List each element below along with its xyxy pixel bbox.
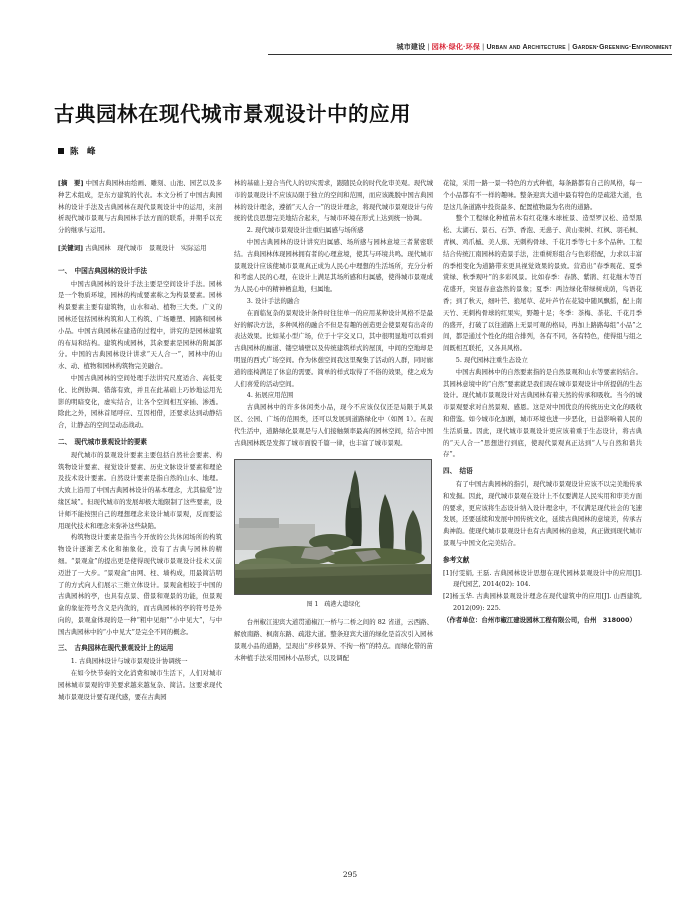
paragraph: 有了中国古典园林的指引，现代城市景观设计应该不以完美地传承和发掘。因此，现代城市景观在设计上不仅要满足人民实用和审美方面的要求，更应该将生态设计纳入设计理念中，不仅满足现代社会的飞速发展，还要延续和发展中国传统文化，延续古典园林的意境美，传承古典神韵。使现代城市景观设计也有古典园林的意境，真正做到现代城市景观与中国文化完美结合。 (443, 479, 642, 547)
abstract (58, 178, 222, 237)
keywords-text: 古典园林 现代城市 景观设计 实际运用 (85, 243, 207, 252)
figure-1-photo (234, 459, 432, 595)
paragraph: 整个工程绿化种植苗木有红花继木球桩景、造型罗汉松、造型黑松、太湖石、景石、石笋、香泡、无患子、黄山栾树、红枫、羽毛枫、青枫、鸡爪槭、美人蕉、无刺构骨球、千花月季等七十多个品种。工程结合传统江南园林的造景手法，注重树形组合与色彩搭配，力求以丰富的季相变化为道路带来更具视觉效果的景致。营造出“春季观花、夏季赏绿、秋季观叶”的多彩风景。比如春季：春鹃、紫鹃、红花继木等百花盛开，突显春意盎然的景象；夏季：两边绿化带绿树成荫，鸟语花香；到了秋天，细叶芒、狼尾草、花叶芦竹在花镜中随风飘摇，配上南天竹、无刺构骨球的红果实，野趣十足；冬季：茶梅、茶花、千花月季的盛开，打破了以往道路上无景可观的格局，再加上路路每组“小品”之间，都是通过个性化的组合排列，各有不同，各有特色，使得组与组之间既相互联托，又各具风格。 (443, 214, 642, 353)
paragraph: 构筑物设计要素是指当今开放的公共休闲场所的构筑物设计逐渐艺术化和抽象化，没有了古典与园林的精细。“景观盒”的提出更是使得现代城市景观设计技术又前迈进了一大步。“景观盒”由网、柱、墙构成，用最简洁明了的方式向人们展示三维立体设计。景观盒相较于中国的古典园林的亭，也具有点景、借景和观景的功能，但景观盒的象征符号含义是内敛的，而古典园林的亭的符号是外向的，景观盒体现的是一种“粗中见细”“小中见大”，与中国古典园林中的“小中见大”是完全不同的概念。 (58, 533, 222, 636)
subsection-heading: 2. 现代城市景观设计注重归属感与场所感 (246, 226, 364, 235)
section-heading-1: 一、 中国古典园林的设计手法 (58, 266, 148, 275)
reference-item: [2]杨玉华. 古典园林景观设计理念在现代建筑中的应用[J]. 山西建筑, 2012(09): 225. (443, 592, 642, 612)
column-2 (234, 178, 433, 664)
road-greening-photo (235, 460, 431, 594)
subsection-heading: 1. 古典园林设计与城市景观设计协调统一 (70, 657, 188, 666)
paragraph: 中国古典园林的设计讲究归属感、场所感与园林意境三者紧密联结。古典园林体现园林拥有者的心理意境，使其与环境共鸣。现代城市景观设计应该使城市景观真正成为人民心中理想的生活场所，充分分析和考虑人民的心理，在设计上满足其场所感和归属感，使得城市景观成为人民心中的精神栖息地，归属地。 (234, 237, 433, 294)
section-heading-3: 三、 古典园林在现代景观设计上的运用 (58, 644, 174, 653)
section-heading-2: 二、 现代城市景观设计的要素 (58, 437, 148, 446)
header-en-green: Garden·Greening·Environment (572, 44, 672, 51)
figure-1-caption: 图 1 疏港大道绿化 (306, 601, 361, 609)
abstract-text: 中国古典园林由绘画、雕刻、山池、园艺以及多种艺术组成，是东方建筑的代表。本文分析了中国古典园林的设计手法及古典园林在现代景观设计中的运用，来剖析现代城市景观与古典园林手法方面的联系，并期乎以充分的继承与运用。 (58, 179, 222, 235)
paragraph: 台州椒江迎宾大道贯通椒江一桥与二桥之间的 82 省道，云西路、解放南路、枫南东路、疏港大道。整条迎宾大道的绿化是首次引入园林景观小品的道路，呈现出“步移景异、不拘一格”的特点。而绿化带的苗木种植手法采用园林小品形式，以及调配 (234, 618, 433, 662)
subsection-heading: 3. 设计手法的融合 (246, 296, 300, 305)
author-affiliation: （作者单位：台州市椒江建设园林工程有限公司，台州 318000） (443, 615, 636, 624)
subsection-heading: 5. 现代园林注重生态设立 (455, 355, 528, 364)
paragraph: 在面临复杂的景观设计条件时往往单一的应用某种设计风格不是最好的解决方法，多种风格的融合不但是有趣的创造更会使景观有出奇的表达效果。比如某小型广场，位于十字交叉口，其中很明显地可以看到古典园林的廊道、镂空墙壁以及传统建筑样式的屋顶，中间的空地却是明显的西式广场空间。作为休憩空间我这里聚集了活动的人群，同时廊道的座椅满足了休息的需要。简单的样式取得了不俗的效果，使之成为人们喜爱的活动空间。 (234, 308, 433, 388)
author-line (58, 145, 96, 157)
paragraph: 在如今快节奏的文化消费和城市生活下，人们对城市园林城市景观的审美要求越来越复杂、简洁。这要求现代城市景观设计要有现代感，要在古典园 (58, 669, 222, 701)
author-name: 陈 峰 (70, 147, 96, 157)
header-en-urban: Urban and Architecture (486, 44, 566, 51)
keywords-label: [关键词] (58, 243, 84, 252)
paragraph: 中国古典园林的空间处理手法讲究尺度适合、高低变化、比例协调、错落有致，并且在此基础上巧妙地运用光影的明暗变化，虚实结合，让各个空间相互穿插、渗透。除此之外，园林首尾呼应、互因相借，还要求达到动静结合，让静态的空间呈动态战动。 (58, 373, 222, 430)
reference-item: [1]付雯娟, 王磊. 古典园林设计思想在现代园林景观设计中的应用[J]. 现代园艺, 2014(02): 104. (443, 568, 642, 589)
page-number: 295 (342, 870, 358, 879)
paragraph: 花镜，采用一路一景一特色的方式种植，每条路都有自己的风格，每一个小品都有不一样的趣味。整条迎宾大道中最有特色的是疏港大道，也是这几条道路中投资最多、配置植物最为名贵的道路。 (443, 179, 642, 211)
section-heading-4: 四、 结语 (443, 467, 473, 476)
header-cn-left: 城市建设 (396, 44, 426, 51)
running-header (0, 40, 700, 58)
paragraph: 中国古典园林的设计手法主要是空间设计手法。园林是一个物质环境，园林的构成要素称之为构景要素。园林构景要素主要有建筑物，山水和动、植物三大类。广义的园林还包括园林构筑和人工构筑、广场雕塑、园路和园林小品。中国古典园林在建造的过程中，讲究的是园林建筑的布局和结构。建筑构成园林，其余要素是园林的附属部分。中国的古典园林设计讲求“天人合一”，园林中的山水、动、植物和园林构筑物完美融合。 (58, 279, 222, 371)
abstract-label: [摘 要] (58, 179, 84, 187)
paragraph: 林的基础上迎合当代人的切实需求，跟随民众的时代化审美观。现代城市的景观设计不应该局限于独立的空间和范围，而应该跳脱中国古典园林的设计理念，遵循“天人合一”的设计理念，将现代城市景观设计与传统的优良思想完美地结合起来，与城市环境在形式上达到统一协调。 (234, 179, 433, 223)
header-rule (268, 54, 672, 55)
paragraph: 古典园林中的许多休闲类小品，现今不应该仅仅还是局限于风景区、公园、广场的范围类，还可以发展到道路绿化中（如图 1）。在现代生活中，道路绿化景观是与人们接触频率最高的园林空间，结合中国古典园林既是发挥了城市面貌千篇一律，也丰富了城市景观。 (234, 403, 433, 447)
header-cn-green: 园林·绿化·环保 (431, 44, 481, 51)
references-heading: 参考文献 (443, 555, 470, 564)
column-3 (443, 178, 642, 626)
subsection-heading: 4. 拓展应用范围 (246, 391, 294, 400)
keywords (58, 243, 222, 255)
paragraph: 中国古典园林中的自然要素指的是自然景观和山水等要素的结合。其园林意境中的“自然”要素就是我们现在城市景观设计中所提倡的生态设计。现代城市景观设计对古典园林有着天然的传承和吸收。当今的城市景观要求对自然景观、感恩。这是对中国优良的传统历史文化的吸收和借鉴。如今城市化加剧，城市环境也进一步恶化，日益影响着人民的生活质量。因此，现代城市景观设计更应该着重于生态设计，将古典的“天人合一”思想进行到底，使现代景观真正达到“人与自然和谐共存”。 (443, 367, 642, 459)
author-square-icon (58, 148, 64, 154)
column-1 (58, 178, 222, 703)
article-title: 古典园林在现代城市景观设计中的应用 (54, 102, 411, 126)
running-header-text: 城市建设 | 园林·绿化·环保 | Urban and Architecture | Garden·Greening·Environment (396, 44, 672, 51)
paragraph: 现代城市的景观设计要素主要包括自然社会要素、构筑物设计要素、视觉设计要素、历史文脉设计要素和理论及技术设计要素。自然设计要素是指自然的山水、地理。大致上沿用了中国古典园林设计的基本理念，尤其偏爱“边缘区域”。但现代城市的发展却极大地限制了这些要素，设计师不能按照自己的理想理念来设计城市景观，反而要运用现代技术和理念来弥补这些缺陷。 (58, 450, 222, 530)
